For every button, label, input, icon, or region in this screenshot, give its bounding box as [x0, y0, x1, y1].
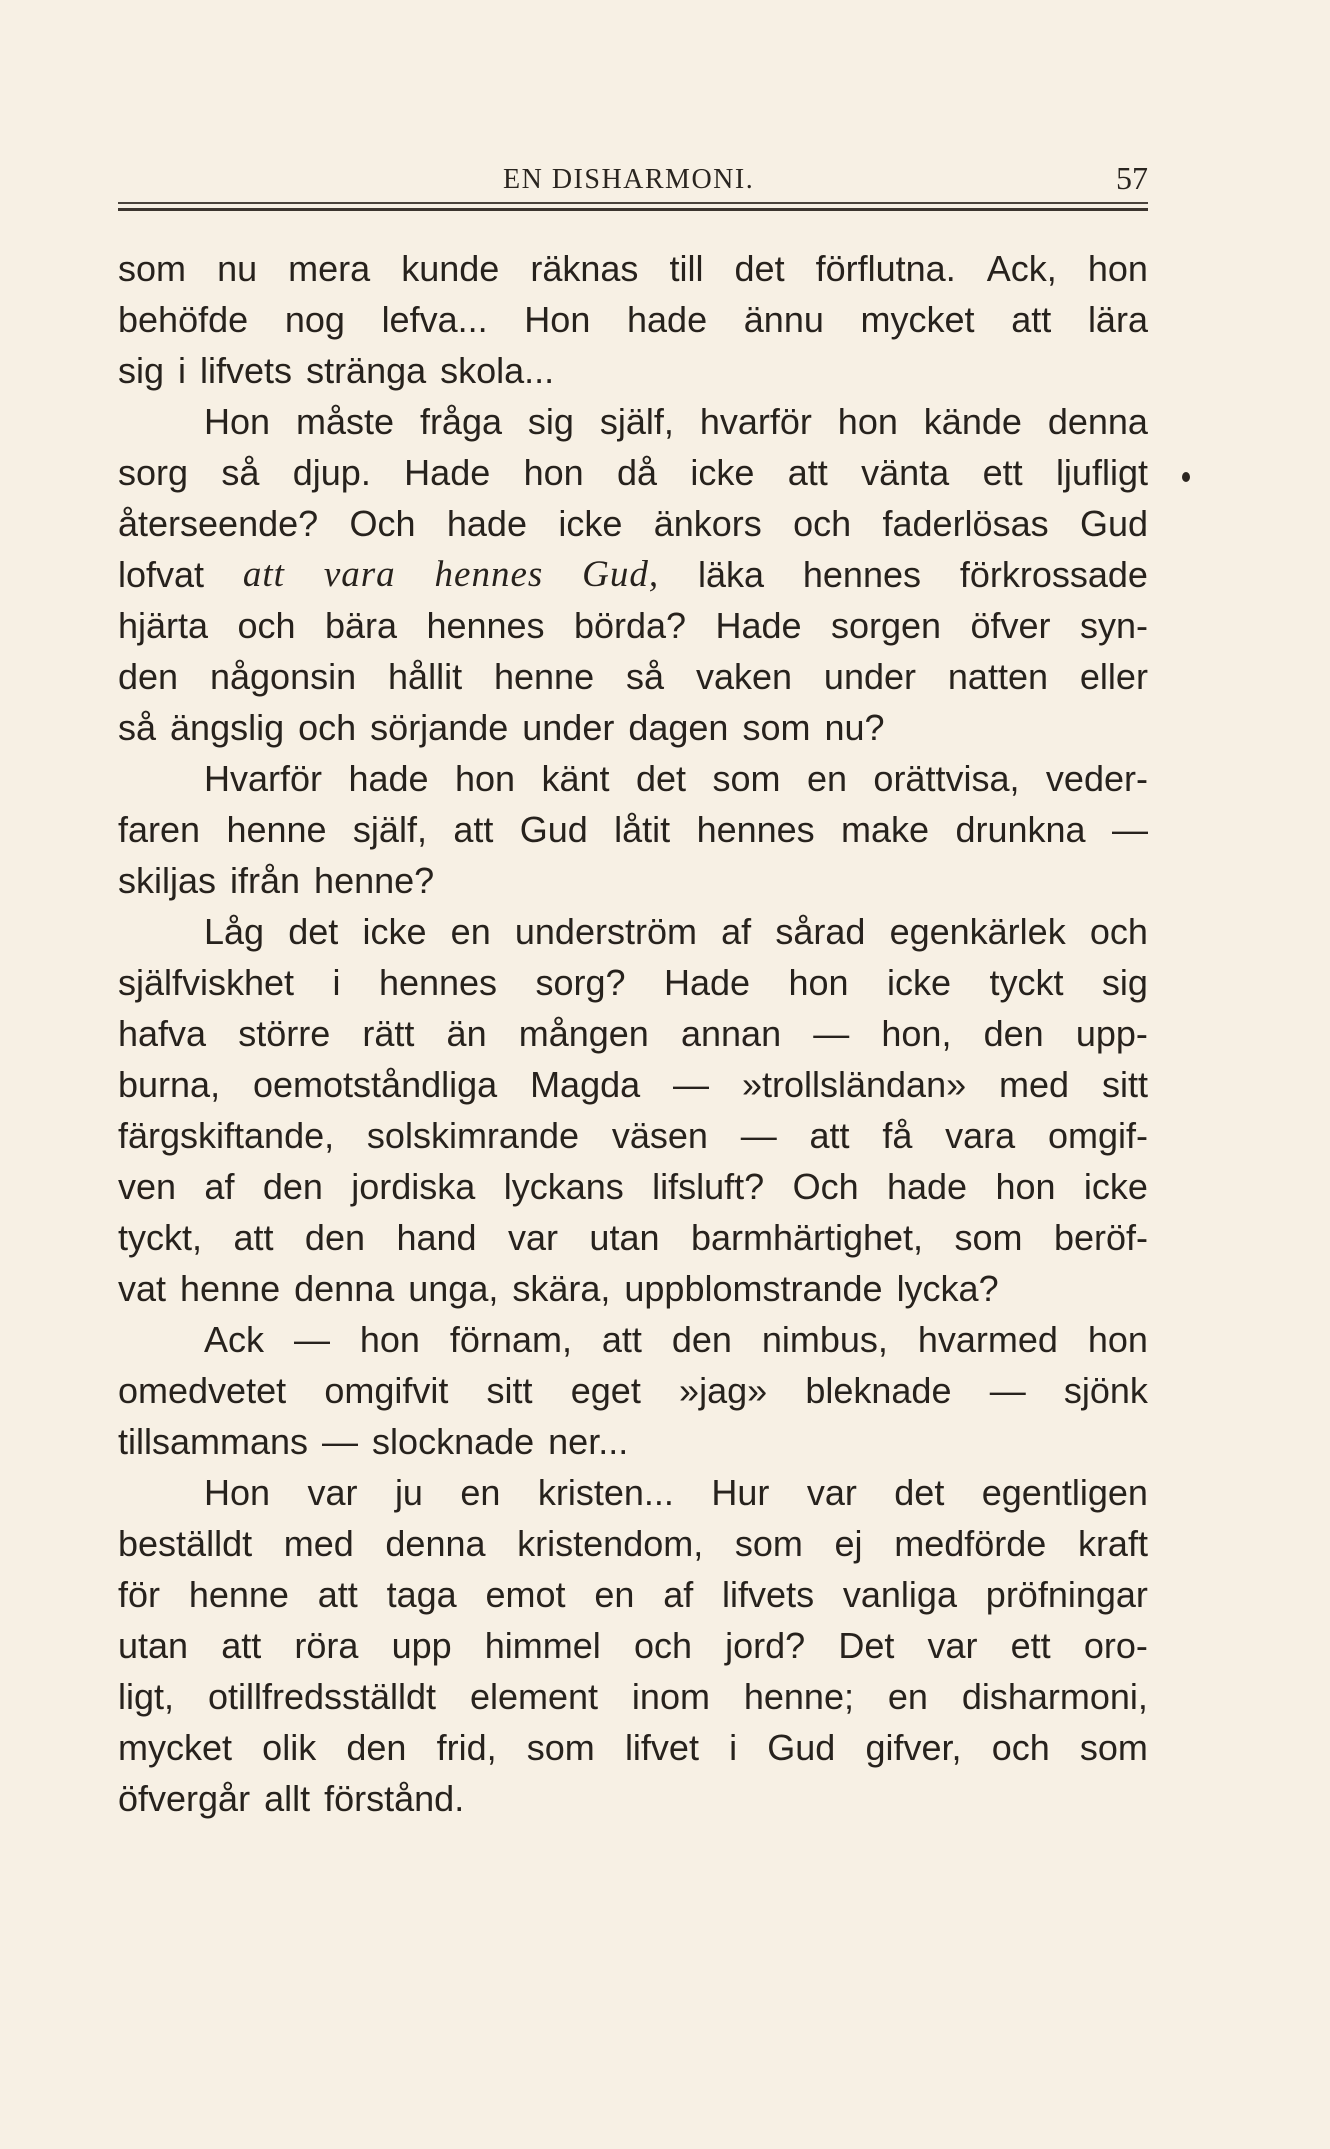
word: Hon: [204, 1472, 271, 1513]
word: hon: [1087, 248, 1148, 289]
word: barmhärtighet,: [690, 1217, 924, 1258]
word: ett: [1010, 1625, 1051, 1666]
text-line: [118, 1314, 1148, 1365]
word: Ack: [204, 1319, 265, 1360]
word: det: [288, 911, 339, 952]
word: tyckt: [989, 962, 1064, 1003]
word: mycket: [118, 1727, 233, 1768]
text-line: [118, 804, 1148, 855]
word: öfver: [970, 605, 1051, 646]
margin-ink-dot: [1182, 472, 1190, 482]
word: otillfredsställdt: [207, 1676, 437, 1717]
text-line: [118, 753, 1148, 804]
word: beställdt: [118, 1523, 253, 1564]
word: så: [118, 707, 157, 748]
word: hjärta: [118, 605, 209, 646]
word: sjönk: [1063, 1370, 1148, 1411]
page-header: [118, 160, 1148, 202]
word: slocknade: [372, 1421, 535, 1462]
word: hvarmed: [917, 1319, 1058, 1360]
word: upp: [391, 1625, 452, 1666]
word: nimbus,: [761, 1319, 888, 1360]
word: underström: [514, 911, 697, 952]
word: själf,: [352, 809, 427, 850]
word: natten: [947, 656, 1048, 697]
word: att: [601, 1319, 642, 1360]
word: egentligen: [981, 1472, 1148, 1513]
word: denna: [1047, 401, 1148, 442]
word: det: [636, 758, 687, 799]
word: ett: [982, 452, 1023, 493]
word: kristen...: [537, 1472, 674, 1513]
word: vara: [945, 1115, 1016, 1156]
word: i: [729, 1727, 738, 1768]
word: henne: [226, 809, 327, 850]
word: öfvergår: [118, 1778, 251, 1819]
word: själfviskhet: [118, 962, 295, 1003]
word: för: [118, 1574, 161, 1615]
word: Magda: [530, 1064, 641, 1105]
word: och: [1089, 911, 1148, 952]
word: röra: [294, 1625, 359, 1666]
word: hon: [1087, 1319, 1148, 1360]
word: själf,: [599, 401, 674, 442]
word: dagen: [628, 707, 729, 748]
text-line: [118, 600, 1148, 651]
word: hållit: [388, 656, 463, 697]
word: det: [734, 248, 785, 289]
body-text: [118, 243, 1148, 1824]
word: mycket: [860, 299, 975, 340]
word: kristendom,: [517, 1523, 704, 1564]
text-line: [118, 651, 1148, 702]
word: sorg?: [535, 962, 626, 1003]
text-line: [118, 549, 1148, 600]
word: Hon: [524, 299, 591, 340]
word: ifrån: [230, 860, 301, 901]
word: och: [633, 1625, 692, 1666]
text-line: [118, 1773, 1148, 1824]
text-line: [118, 1059, 1148, 1110]
word: i: [178, 350, 187, 391]
word: att: [221, 1625, 262, 1666]
word: af: [204, 1166, 235, 1207]
word: Och: [792, 1166, 859, 1207]
word: »trollsländan»: [741, 1064, 967, 1105]
word: den: [118, 656, 179, 697]
word: så: [626, 656, 665, 697]
word: som: [1079, 1727, 1148, 1768]
word: egenkärlek: [889, 911, 1066, 952]
word: var: [307, 1472, 358, 1513]
word: upp-: [1075, 1013, 1148, 1054]
word: annan: [680, 1013, 782, 1054]
word: sig: [1101, 962, 1148, 1003]
text-line: [118, 1161, 1148, 1212]
word: Gud: [1079, 503, 1148, 544]
word: disharmoni,: [961, 1676, 1148, 1717]
word: under: [522, 707, 615, 748]
page-number: 57: [1116, 160, 1148, 196]
word: vat: [118, 1268, 167, 1309]
word: himmel: [484, 1625, 601, 1666]
word: som: [712, 758, 781, 799]
word: frid,: [436, 1727, 497, 1768]
word: hennes: [696, 809, 815, 850]
word: hennes: [426, 605, 545, 646]
text-line: [118, 1467, 1148, 1518]
italic-word: vara: [323, 554, 396, 595]
word: hvarför: [699, 401, 812, 442]
text-line: [118, 906, 1148, 957]
word: få: [882, 1115, 913, 1156]
text-line: [118, 396, 1148, 447]
word: att: [317, 1574, 358, 1615]
running-title: EN DISHARMONI.: [503, 164, 755, 195]
word: hennes: [802, 554, 921, 595]
word: denna: [294, 1268, 395, 1309]
word: medförde: [894, 1523, 1047, 1564]
text-line: [118, 1518, 1148, 1569]
word: mera: [288, 248, 371, 289]
word: sig: [527, 401, 574, 442]
word: och: [991, 1727, 1050, 1768]
word: förstånd.: [324, 1778, 465, 1819]
word: utan: [118, 1625, 189, 1666]
word: inom: [631, 1676, 710, 1717]
word: Låg: [204, 911, 265, 952]
word: en: [887, 1676, 928, 1717]
word: skola...: [440, 350, 555, 391]
word: fråga: [419, 401, 502, 442]
word: lyckans: [503, 1166, 624, 1207]
word: var: [806, 1472, 857, 1513]
word: sorg: [118, 452, 189, 493]
word: och: [298, 707, 357, 748]
word: låtit: [614, 809, 671, 850]
word: den: [304, 1217, 365, 1258]
word: hennes: [378, 962, 498, 1003]
word: utan: [589, 1217, 660, 1258]
word: att: [787, 452, 828, 493]
word: djup.: [292, 452, 371, 493]
word: element: [469, 1676, 599, 1717]
header-rule-thin: [118, 202, 1148, 204]
word: sorgen: [830, 605, 942, 646]
text-line: [118, 1671, 1148, 1722]
word: hafva: [118, 1013, 207, 1054]
italic-word: hennes: [434, 554, 544, 595]
italic-word: Gud,: [582, 554, 660, 595]
word: vaken: [695, 656, 793, 697]
word: mången: [518, 1013, 649, 1054]
word: en: [450, 911, 491, 952]
word: eget: [570, 1370, 641, 1411]
word: bära: [324, 605, 398, 646]
word: solskimrande: [366, 1115, 580, 1156]
word: att: [809, 1115, 850, 1156]
word: större: [238, 1013, 331, 1054]
word: den: [983, 1013, 1044, 1054]
word: ljufligt: [1055, 452, 1148, 493]
word: kraft: [1077, 1523, 1148, 1564]
word: henne;: [743, 1676, 854, 1717]
word: af: [721, 911, 752, 952]
word: måste: [295, 401, 395, 442]
word: nog: [284, 299, 345, 340]
word: hon: [788, 962, 849, 1003]
word: som: [734, 1523, 803, 1564]
word: oro-: [1083, 1625, 1148, 1666]
word: som: [526, 1727, 595, 1768]
word: henne: [188, 1574, 289, 1615]
word: vanliga: [842, 1574, 957, 1615]
word: »jag»: [679, 1370, 768, 1411]
word: lära: [1087, 299, 1148, 340]
word: faren: [118, 809, 201, 850]
word: hade: [627, 299, 708, 340]
word: Hvarför: [204, 758, 323, 799]
word: Ack,: [986, 248, 1057, 289]
word: Hade: [404, 452, 491, 493]
word: förnam,: [449, 1319, 572, 1360]
word: till: [669, 248, 704, 289]
word: bleknade: [805, 1370, 952, 1411]
word: Hur: [711, 1472, 770, 1513]
header-rule-thick: [118, 208, 1148, 211]
word: sitt: [486, 1370, 533, 1411]
text-line: [118, 345, 1148, 396]
word: räknas: [530, 248, 639, 289]
word: icke: [558, 503, 623, 544]
word: rätt: [362, 1013, 415, 1054]
word: drunkna: [955, 809, 1086, 850]
word: tyckt,: [118, 1217, 203, 1258]
word: färgskiftande,: [118, 1115, 335, 1156]
word: förkrossade: [959, 554, 1148, 595]
word: lefva...: [381, 299, 488, 340]
word: under: [823, 656, 916, 697]
word: henne?: [314, 860, 435, 901]
word: som: [954, 1217, 1023, 1258]
word: —: [322, 1421, 359, 1462]
word: orättvisa,: [873, 758, 1020, 799]
word: ner...: [548, 1421, 629, 1462]
word: nu?: [824, 707, 885, 748]
word: kände: [923, 401, 1022, 442]
word: —: [813, 1013, 850, 1054]
word: hon: [995, 1166, 1056, 1207]
word: Det: [838, 1625, 895, 1666]
word: sitt: [1101, 1064, 1148, 1105]
word: icke: [690, 452, 755, 493]
word: då: [617, 452, 658, 493]
word: pröfningar: [985, 1574, 1148, 1615]
word: taga: [386, 1574, 457, 1615]
text-line: [118, 1263, 1148, 1314]
word: denna: [385, 1523, 486, 1564]
word: vänta: [861, 452, 950, 493]
word: Hade: [715, 605, 802, 646]
word: gifver,: [865, 1727, 962, 1768]
word: hade: [446, 503, 527, 544]
word: den: [346, 1727, 407, 1768]
word: hade: [348, 758, 429, 799]
word: oemotståndliga: [252, 1064, 498, 1105]
word: med: [283, 1523, 354, 1564]
word: återseende?: [118, 503, 319, 544]
word: att: [1011, 299, 1052, 340]
word: i: [332, 962, 341, 1003]
text-line: [118, 1008, 1148, 1059]
word: lifvets: [722, 1574, 815, 1615]
word: läka: [697, 554, 765, 595]
word: med: [999, 1064, 1070, 1105]
word: sörjande: [370, 707, 509, 748]
text-line: [118, 1212, 1148, 1263]
word: icke: [1083, 1166, 1148, 1207]
word: skiljas: [118, 860, 217, 901]
word: och: [237, 605, 296, 646]
word: lofvat: [118, 554, 205, 595]
word: nu: [217, 248, 258, 289]
word: ven: [118, 1166, 177, 1207]
word: som: [118, 248, 187, 289]
italic-word: att: [242, 554, 285, 595]
text-line: [118, 1620, 1148, 1671]
word: allt: [264, 1778, 311, 1819]
word: beröf-: [1053, 1217, 1148, 1258]
word: Och: [349, 503, 416, 544]
word: förflutna.: [815, 248, 956, 289]
word: veder-: [1045, 758, 1148, 799]
word: kunde: [401, 248, 500, 289]
word: jord?: [725, 1625, 806, 1666]
word: hon: [837, 401, 898, 442]
word: den: [262, 1166, 323, 1207]
word: var: [507, 1217, 558, 1258]
word: någonsin: [209, 656, 357, 697]
text-line: [118, 1722, 1148, 1773]
text-line: [118, 1569, 1148, 1620]
word: syn-: [1079, 605, 1148, 646]
word: henne: [180, 1268, 281, 1309]
word: tillsammans: [118, 1421, 309, 1462]
text-line: [118, 957, 1148, 1008]
word: eller: [1079, 656, 1148, 697]
word: omgif-: [1047, 1115, 1148, 1156]
text-line: [118, 294, 1148, 345]
word: än: [446, 1013, 487, 1054]
word: ängslig: [170, 707, 285, 748]
word: att: [453, 809, 494, 850]
text-line: [118, 243, 1148, 294]
word: hon,: [881, 1013, 952, 1054]
word: lifsluft?: [652, 1166, 765, 1207]
word: ännu: [743, 299, 824, 340]
word: Gud: [519, 809, 588, 850]
word: stränga: [306, 350, 427, 391]
word: make: [841, 809, 930, 850]
word: olik: [262, 1727, 317, 1768]
word: ej: [834, 1523, 863, 1564]
word: hon: [455, 758, 516, 799]
word: emot: [485, 1574, 566, 1615]
word: lifvet: [624, 1727, 699, 1768]
text-line: [118, 1416, 1148, 1467]
text-line: [118, 1110, 1148, 1161]
word: hon: [523, 452, 584, 493]
word: omgifvit: [324, 1370, 449, 1411]
word: Gud: [767, 1727, 836, 1768]
word: sårad: [775, 911, 866, 952]
text-line: [118, 855, 1148, 906]
word: —: [989, 1370, 1026, 1411]
word: en: [460, 1472, 501, 1513]
word: och: [793, 503, 852, 544]
word: lifvets: [200, 350, 293, 391]
word: omedvetet: [118, 1370, 287, 1411]
word: en: [594, 1574, 635, 1615]
word: väsen: [611, 1115, 708, 1156]
word: faderlösas: [882, 503, 1049, 544]
word: —: [673, 1064, 710, 1105]
word: lycka?: [896, 1268, 999, 1309]
word: burna,: [118, 1064, 221, 1105]
text-line: [118, 702, 1148, 753]
word: Hade: [663, 962, 751, 1003]
word: änkors: [653, 503, 762, 544]
word: icke: [362, 911, 427, 952]
word: hon: [359, 1319, 420, 1360]
word: skära,: [512, 1268, 611, 1309]
text-line: [118, 1365, 1148, 1416]
word: ligt,: [118, 1676, 175, 1717]
word: som: [742, 707, 811, 748]
word: var: [927, 1625, 978, 1666]
word: känt: [541, 758, 610, 799]
word: att: [233, 1217, 274, 1258]
word: icke: [887, 962, 952, 1003]
word: —: [293, 1319, 330, 1360]
word: af: [663, 1574, 694, 1615]
word: —: [740, 1115, 777, 1156]
word: —: [1111, 809, 1148, 850]
text-line: [118, 447, 1148, 498]
word: Hon: [204, 401, 271, 442]
word: unga,: [408, 1268, 499, 1309]
word: jordiska: [351, 1166, 476, 1207]
word: den: [671, 1319, 732, 1360]
word: så: [221, 452, 260, 493]
word: det: [894, 1472, 945, 1513]
word: hand: [396, 1217, 477, 1258]
word: behöfde: [118, 299, 249, 340]
word: sig: [118, 350, 165, 391]
word: uppblomstrande: [624, 1268, 883, 1309]
text-line: [118, 498, 1148, 549]
word: börda?: [573, 605, 687, 646]
word: henne: [493, 656, 595, 697]
word: hade: [886, 1166, 968, 1207]
word: en: [806, 758, 847, 799]
word: ju: [394, 1472, 423, 1513]
